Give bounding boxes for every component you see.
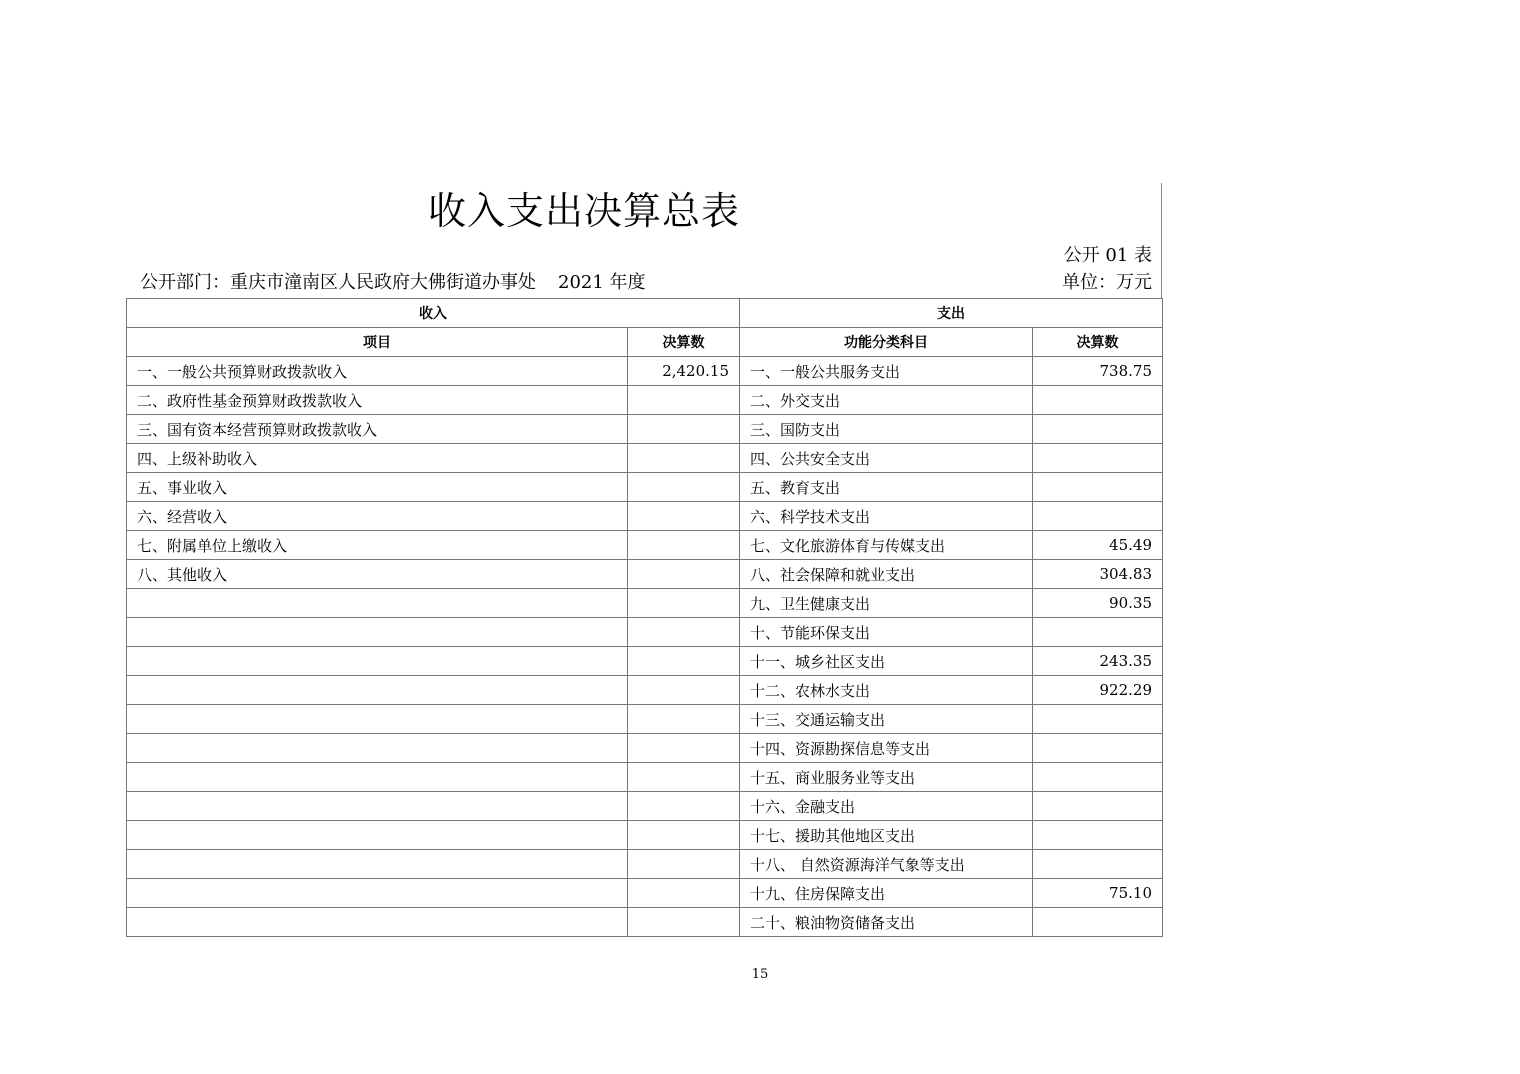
income-item-cell bbox=[127, 647, 628, 676]
expenditure-amount-cell: 45.49 bbox=[1033, 531, 1163, 560]
table-row bbox=[127, 618, 1163, 647]
income-item-cell bbox=[127, 821, 628, 850]
income-amount-cell bbox=[628, 386, 740, 415]
expenditure-item-cell: 五、教育支出 bbox=[740, 473, 1033, 502]
form-number: 公开 01 表 bbox=[1063, 245, 1152, 266]
income-item-cell: 三、国有资本经营预算财政拨款收入 bbox=[127, 415, 628, 444]
expenditure-item-cell: 十、节能环保支出 bbox=[740, 618, 1033, 647]
income-amount-cell bbox=[628, 415, 740, 444]
expenditure-item-cell: 八、社会保障和就业支出 bbox=[740, 560, 1033, 589]
expenditure-amount-cell bbox=[1033, 908, 1163, 937]
table-row bbox=[127, 908, 1163, 937]
income-amount-cell bbox=[628, 792, 740, 821]
income-amount-cell bbox=[628, 502, 740, 531]
expenditure-item-cell: 十三、交通运输支出 bbox=[740, 705, 1033, 734]
summary-table bbox=[126, 298, 1163, 937]
expenditure-amount-cell: 90.35 bbox=[1033, 589, 1163, 618]
expenditure-item-cell: 十四、资源勘探信息等支出 bbox=[740, 734, 1033, 763]
expenditure-amount-cell bbox=[1033, 473, 1163, 502]
income-amount-cell bbox=[628, 705, 740, 734]
income-amount-cell bbox=[628, 734, 740, 763]
table-row bbox=[127, 357, 1163, 386]
expenditure-item-cell: 四、公共安全支出 bbox=[740, 444, 1033, 473]
income-item-cell: 一、一般公共预算财政拨款收入 bbox=[127, 357, 628, 386]
income-amount-cell bbox=[628, 647, 740, 676]
table-row bbox=[127, 560, 1163, 589]
income-item-cell bbox=[127, 850, 628, 879]
income-amount-cell bbox=[628, 879, 740, 908]
expenditure-item-cell: 二十、粮油物资储备支出 bbox=[740, 908, 1033, 937]
income-amount-cell bbox=[628, 763, 740, 792]
expenditure-amount-cell bbox=[1033, 850, 1163, 879]
department-name: 公开部门：重庆市潼南区人民政府大佛街道办事处 bbox=[140, 272, 536, 293]
income-item-cell: 四、上级补助收入 bbox=[127, 444, 628, 473]
income-amount-header: 决算数 bbox=[628, 328, 740, 357]
income-item-cell bbox=[127, 676, 628, 705]
table-row bbox=[127, 879, 1163, 908]
income-item-cell bbox=[127, 734, 628, 763]
income-item-cell: 五、事业收入 bbox=[127, 473, 628, 502]
expenditure-amount-cell: 922.29 bbox=[1033, 676, 1163, 705]
table-body bbox=[127, 357, 1163, 937]
table-row bbox=[127, 705, 1163, 734]
table-row bbox=[127, 415, 1163, 444]
expenditure-amount-cell bbox=[1033, 734, 1163, 763]
expenditure-amount-cell: 243.35 bbox=[1033, 647, 1163, 676]
column-header-row bbox=[127, 328, 1163, 357]
expenditure-item-cell: 十五、商业服务业等支出 bbox=[740, 763, 1033, 792]
table-row bbox=[127, 647, 1163, 676]
fiscal-year: 2021 年度 bbox=[558, 272, 646, 293]
table-row bbox=[127, 792, 1163, 821]
table-row bbox=[127, 676, 1163, 705]
table-row bbox=[127, 386, 1163, 415]
department-line bbox=[140, 270, 646, 296]
expenditure-item-header: 功能分类科目 bbox=[740, 328, 1033, 357]
income-item-cell: 六、经营收入 bbox=[127, 502, 628, 531]
income-amount-cell bbox=[628, 589, 740, 618]
expenditure-item-cell: 九、卫生健康支出 bbox=[740, 589, 1033, 618]
income-item-cell: 八、其他收入 bbox=[127, 560, 628, 589]
table-row bbox=[127, 531, 1163, 560]
income-amount-cell bbox=[628, 821, 740, 850]
page-number: 15 bbox=[751, 967, 769, 982]
table-row bbox=[127, 473, 1163, 502]
table-row bbox=[127, 444, 1163, 473]
expenditure-item-cell: 十九、住房保障支出 bbox=[740, 879, 1033, 908]
expenditure-amount-header: 决算数 bbox=[1033, 328, 1163, 357]
table-row bbox=[127, 763, 1163, 792]
expenditure-amount-cell: 304.83 bbox=[1033, 560, 1163, 589]
expenditure-item-cell: 二、外交支出 bbox=[740, 386, 1033, 415]
expenditure-amount-cell bbox=[1033, 444, 1163, 473]
expenditure-item-cell: 十二、农林水支出 bbox=[740, 676, 1033, 705]
expenditure-amount-cell bbox=[1033, 415, 1163, 444]
income-item-cell: 二、政府性基金预算财政拨款收入 bbox=[127, 386, 628, 415]
income-amount-cell bbox=[628, 560, 740, 589]
income-amount-cell bbox=[628, 618, 740, 647]
income-item-cell bbox=[127, 879, 628, 908]
income-item-cell bbox=[127, 792, 628, 821]
expenditure-amount-cell bbox=[1033, 705, 1163, 734]
income-amount-cell bbox=[628, 444, 740, 473]
expenditure-amount-cell bbox=[1033, 618, 1163, 647]
expenditure-amount-cell bbox=[1033, 821, 1163, 850]
income-amount-cell bbox=[628, 531, 740, 560]
income-item-header: 项目 bbox=[127, 328, 628, 357]
unit-label: 单位：万元 bbox=[1062, 272, 1152, 293]
expenditure-item-cell: 十六、金融支出 bbox=[740, 792, 1033, 821]
expenditure-amount-cell bbox=[1033, 502, 1163, 531]
meta-row bbox=[126, 270, 1152, 296]
table-row bbox=[127, 850, 1163, 879]
income-item-cell: 七、附属单位上缴收入 bbox=[127, 531, 628, 560]
page-title: 收入支出决算总表 bbox=[427, 189, 740, 233]
expenditure-item-cell: 十七、援助其他地区支出 bbox=[740, 821, 1033, 850]
income-amount-cell bbox=[628, 676, 740, 705]
income-item-cell bbox=[127, 908, 628, 937]
expenditure-amount-cell: 738.75 bbox=[1033, 357, 1163, 386]
expenditure-amount-cell bbox=[1033, 763, 1163, 792]
group-header-row bbox=[127, 299, 1163, 328]
income-amount-cell bbox=[628, 473, 740, 502]
expenditure-item-cell: 七、文化旅游体育与传媒支出 bbox=[740, 531, 1033, 560]
expenditure-item-cell: 六、科学技术支出 bbox=[740, 502, 1033, 531]
expenditure-group-header: 支出 bbox=[740, 299, 1163, 328]
table-row bbox=[127, 734, 1163, 763]
table-row bbox=[127, 821, 1163, 850]
income-item-cell bbox=[127, 763, 628, 792]
expenditure-amount-cell bbox=[1033, 792, 1163, 821]
expenditure-item-cell: 十一、城乡社区支出 bbox=[740, 647, 1033, 676]
table-row bbox=[127, 589, 1163, 618]
expenditure-item-cell: 十八、 自然资源海洋气象等支出 bbox=[740, 850, 1033, 879]
income-item-cell bbox=[127, 618, 628, 647]
income-item-cell bbox=[127, 705, 628, 734]
expenditure-item-cell: 一、一般公共服务支出 bbox=[740, 357, 1033, 386]
income-item-cell bbox=[127, 589, 628, 618]
expenditure-amount-cell bbox=[1033, 386, 1163, 415]
expenditure-amount-cell: 75.10 bbox=[1033, 879, 1163, 908]
income-amount-cell bbox=[628, 908, 740, 937]
income-amount-cell bbox=[628, 850, 740, 879]
table-row bbox=[127, 502, 1163, 531]
income-amount-cell: 2,420.15 bbox=[628, 357, 740, 386]
income-group-header: 收入 bbox=[127, 299, 740, 328]
expenditure-item-cell: 三、国防支出 bbox=[740, 415, 1033, 444]
